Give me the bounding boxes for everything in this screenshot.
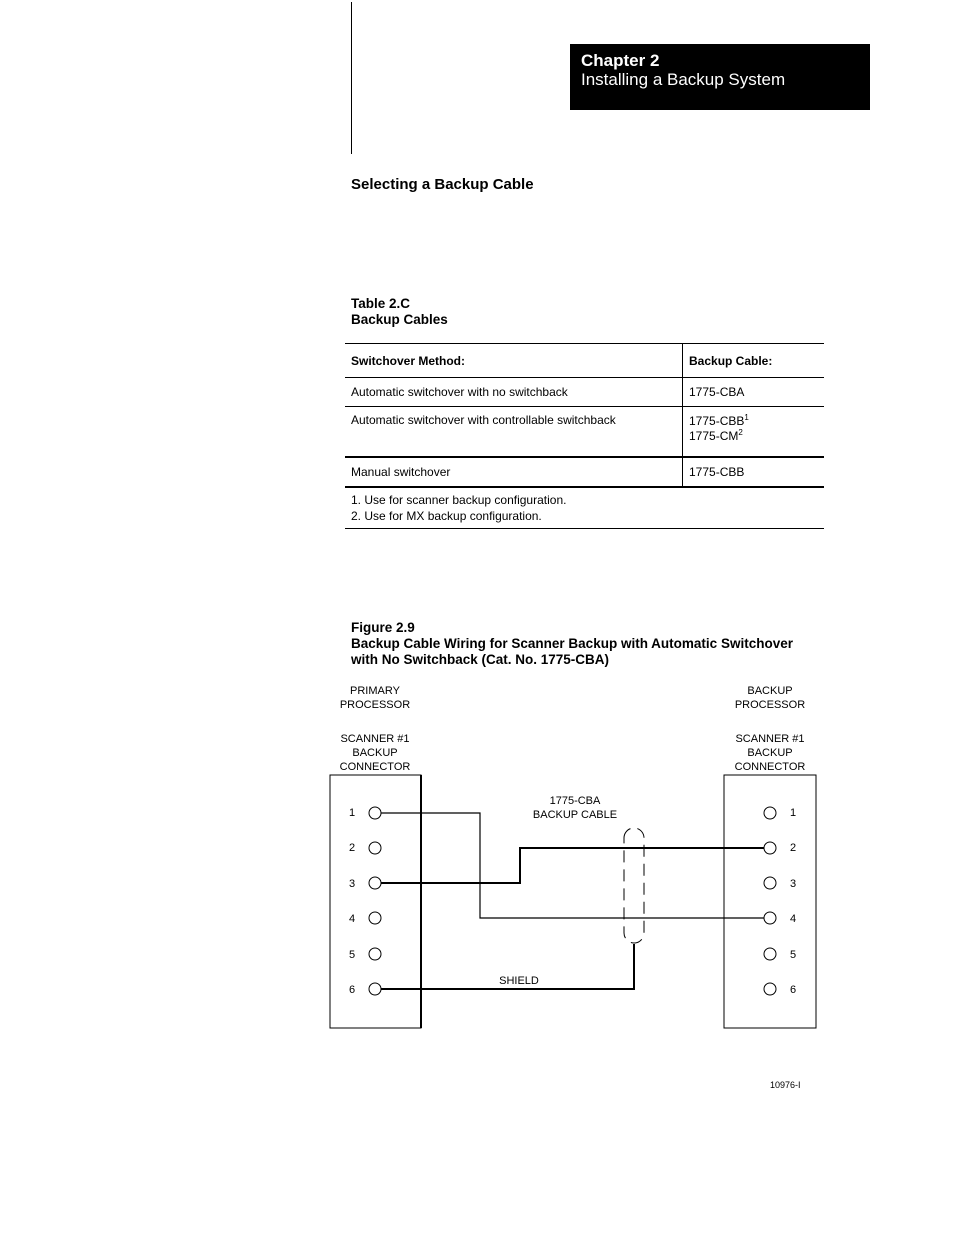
- cable-label-line: BACKUP CABLE: [532, 809, 618, 821]
- figure-reference-number: 10976-I: [770, 1080, 801, 1090]
- cable-value: 1775-CM: [689, 429, 739, 443]
- footnote: 1. Use for scanner backup configuration.: [351, 493, 567, 507]
- left-header-line: PROCESSOR: [339, 699, 411, 711]
- right-header-line: SCANNER #1: [735, 733, 805, 745]
- right-pin-number: 2: [789, 842, 797, 854]
- right-pin-number: 1: [789, 807, 797, 819]
- left-pin-number: 1: [348, 807, 356, 819]
- figure-title-line-1: Backup Cable Wiring for Scanner Backup with Automatic Switchover: [351, 636, 793, 651]
- right-header-line: CONNECTOR: [734, 761, 806, 773]
- left-pin-2: [369, 842, 381, 854]
- left-pin-number: 5: [348, 949, 356, 961]
- table-number: Table 2.C: [351, 296, 411, 311]
- figure-title-line-2: with No Switchback (Cat. No. 1775-CBA): [351, 652, 610, 667]
- right-pin-5: [764, 948, 776, 960]
- right-pin-1: [764, 807, 776, 819]
- cable-value: 1775-CBB: [689, 414, 745, 428]
- wire-pin3-to-pin2: [381, 848, 764, 883]
- right-header-line: BACKUP: [747, 747, 793, 759]
- left-pin-4: [369, 912, 381, 924]
- left-pin-6: [369, 983, 381, 995]
- right-pin-number: 4: [789, 913, 797, 925]
- cable-label-line: 1775-CBA: [549, 795, 601, 807]
- cable-cell: 1775-CBA: [683, 378, 825, 407]
- left-header-line: CONNECTOR: [339, 761, 411, 773]
- left-pin-number: 2: [348, 842, 356, 854]
- right-pin-3: [764, 877, 776, 889]
- method-cell: Automatic switchover with controllable switchback: [345, 407, 683, 458]
- shield-label: SHIELD: [499, 975, 539, 987]
- left-pin-number: 4: [348, 913, 356, 925]
- footnote-ref: 1: [744, 413, 749, 422]
- cable-shield-oval: [624, 828, 644, 943]
- method-cell: Automatic switchover with no switchback: [345, 378, 683, 407]
- header-switchover-method: Switchover Method:: [345, 344, 683, 378]
- header-backup-cable: Backup Cable:: [683, 344, 825, 378]
- left-pin-5: [369, 948, 381, 960]
- left-pin-1: [369, 807, 381, 819]
- right-pin-4: [764, 912, 776, 924]
- chapter-title: Installing a Backup System: [581, 70, 786, 89]
- chapter-number: Chapter 2: [581, 51, 660, 70]
- left-pin-number: 6: [348, 984, 356, 996]
- right-header-line: BACKUP: [747, 685, 793, 697]
- table-title: Backup Cables: [351, 312, 448, 327]
- right-pin-number: 6: [789, 984, 797, 996]
- left-pin-3: [369, 877, 381, 889]
- footnote-ref: 2: [738, 428, 743, 437]
- figure-number: Figure 2.9: [351, 620, 415, 635]
- left-header-line: BACKUP: [352, 747, 398, 759]
- section-title: Selecting a Backup Cable: [351, 176, 534, 193]
- right-pin-number: 3: [789, 878, 797, 890]
- footnote: 2. Use for MX backup configuration.: [351, 509, 542, 523]
- right-pin-6: [764, 983, 776, 995]
- left-header-line: PRIMARY: [350, 685, 400, 697]
- right-pin-2: [764, 842, 776, 854]
- wire-pin1-to-pin4: [381, 813, 764, 918]
- cable-cell: 1775-CBB: [683, 457, 825, 487]
- right-pin-number: 5: [789, 949, 797, 961]
- left-pin-number: 3: [348, 878, 356, 890]
- right-header-line: PROCESSOR: [734, 699, 806, 711]
- method-cell: Manual switchover: [345, 457, 683, 487]
- left-header-line: SCANNER #1: [340, 733, 410, 745]
